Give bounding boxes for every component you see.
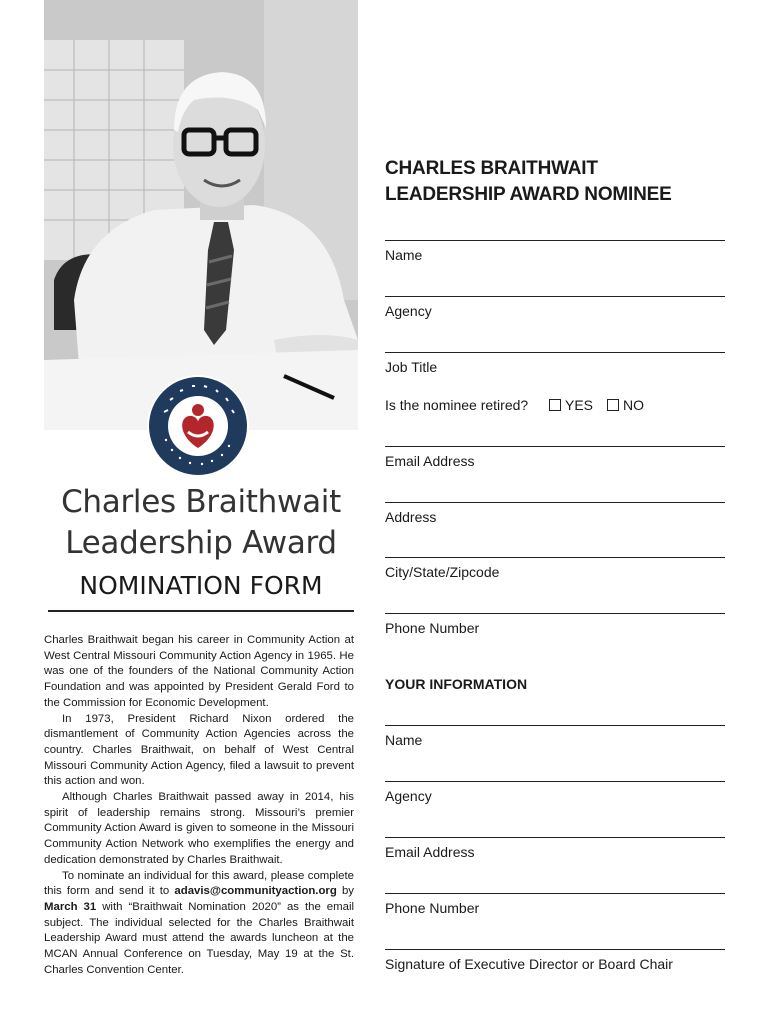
your-email-label: Email Address (385, 844, 475, 860)
award-title-line1: Charles Braithwait (61, 484, 341, 520)
portrait-photo (44, 0, 358, 430)
your-phone-line[interactable] (385, 893, 725, 894)
your-agency-line[interactable] (385, 781, 725, 782)
award-title (44, 482, 358, 606)
your-phone-label: Phone Number (385, 900, 480, 916)
title-divider (48, 610, 354, 612)
your-agency-label: Agency (385, 788, 432, 804)
yes-checkbox[interactable] (549, 399, 561, 411)
your-agency-field[interactable] (385, 781, 725, 805)
nominee-email-label: Email Address (385, 453, 475, 469)
retired-question: Is the nominee retired? (385, 397, 529, 413)
nominee-city-line[interactable] (385, 557, 725, 558)
your-name-field[interactable] (385, 725, 725, 749)
nominee-city-label: City/State/Zipcode (385, 564, 500, 580)
nominee-heading (385, 156, 727, 208)
your-name-line[interactable] (385, 725, 725, 726)
yes-label: YES (565, 397, 594, 413)
nominee-agency-line[interactable] (385, 296, 725, 297)
nominee-job-title-label: Job Title (385, 359, 438, 375)
nominee-heading-line1: CHARLES BRAITHWAIT (385, 158, 598, 179)
nominee-job-title-field[interactable] (385, 352, 725, 376)
your-email-line[interactable] (385, 837, 725, 838)
signature-field[interactable] (385, 949, 725, 973)
instructions-text-c: with “Braithwait Nomination 2020” as the email subject. The individual selected for the Charles Braithwait Leadership Award must attend the awards luncheon at the MCAN Annual Conference on Tuesday, May 19 at the St. Charles Convention Center. (44, 900, 355, 976)
award-title-line2: Leadership Award (65, 525, 337, 561)
instructions-text-a: To nominate an individual for this award, please complete this form and send it to (44, 869, 354, 898)
instructions-text-b: by (336, 885, 354, 898)
nominee-address-label: Address (385, 509, 437, 525)
paragraph-lawsuit: In 1973, President Richard Nixon ordered the dismantlement of Community Action Agencies across the country. Charles Braithwait, on behalf of West Central Missouri Community Action Agency, filed a lawsuit to prevent this action and won. (44, 712, 354, 788)
nominee-address-field[interactable] (385, 502, 725, 526)
nominee-phone-field[interactable] (385, 613, 725, 637)
retired-question-row (385, 395, 727, 415)
form-title: NOMINATION FORM (79, 571, 323, 600)
nominee-phone-line[interactable] (385, 613, 725, 614)
nominee-agency-label: Agency (385, 303, 432, 319)
award-description (44, 633, 354, 978)
nominee-name-label: Name (385, 247, 423, 263)
deadline-date: March 31 (44, 900, 97, 913)
your-email-field[interactable] (385, 837, 725, 861)
no-checkbox[interactable] (607, 399, 619, 411)
signature-label: Signature of Executive Director or Board Chair (385, 956, 673, 972)
nominee-name-line[interactable] (385, 240, 725, 241)
nominee-city-field[interactable] (385, 557, 725, 581)
nominee-name-field[interactable] (385, 240, 725, 264)
nominee-email-field[interactable] (385, 446, 725, 470)
nominee-address-line[interactable] (385, 502, 725, 503)
retired-no-option[interactable] (607, 395, 644, 415)
nominee-agency-field[interactable] (385, 296, 725, 320)
signature-line[interactable] (385, 949, 725, 950)
missouri-can-logo (146, 374, 250, 478)
your-information-heading: YOUR INFORMATION (385, 676, 528, 692)
nominee-email-line[interactable] (385, 446, 725, 447)
nominee-phone-label: Phone Number (385, 620, 480, 636)
paragraph-career: Charles Braithwait began his career in Community Action at West Central Missouri Community Action Agency in 1965. He was one of the founders of the National Community Action Foundation and was appointed by President Gerald Ford to the Commission for Economic Development. (44, 634, 354, 709)
your-phone-field[interactable] (385, 893, 725, 917)
no-label: NO (623, 397, 644, 413)
retired-yes-option[interactable] (549, 395, 593, 415)
submission-email[interactable]: adavis@communityaction.org (174, 885, 337, 898)
paragraph-instructions (44, 869, 354, 979)
paragraph-legacy: Although Charles Braithwait passed away in 2014, his spirit of leadership remains strong. Missouri’s premier Community Action Award is given to someone in the Missouri Community Action Network who exemplifies the energy and dedication demonstrated by Charles Braithwait. (44, 791, 354, 866)
your-name-label: Name (385, 732, 423, 748)
nominee-heading-line2: LEADERSHIP AWARD NOMINEE (385, 184, 672, 205)
nominee-job-title-line[interactable] (385, 352, 725, 353)
